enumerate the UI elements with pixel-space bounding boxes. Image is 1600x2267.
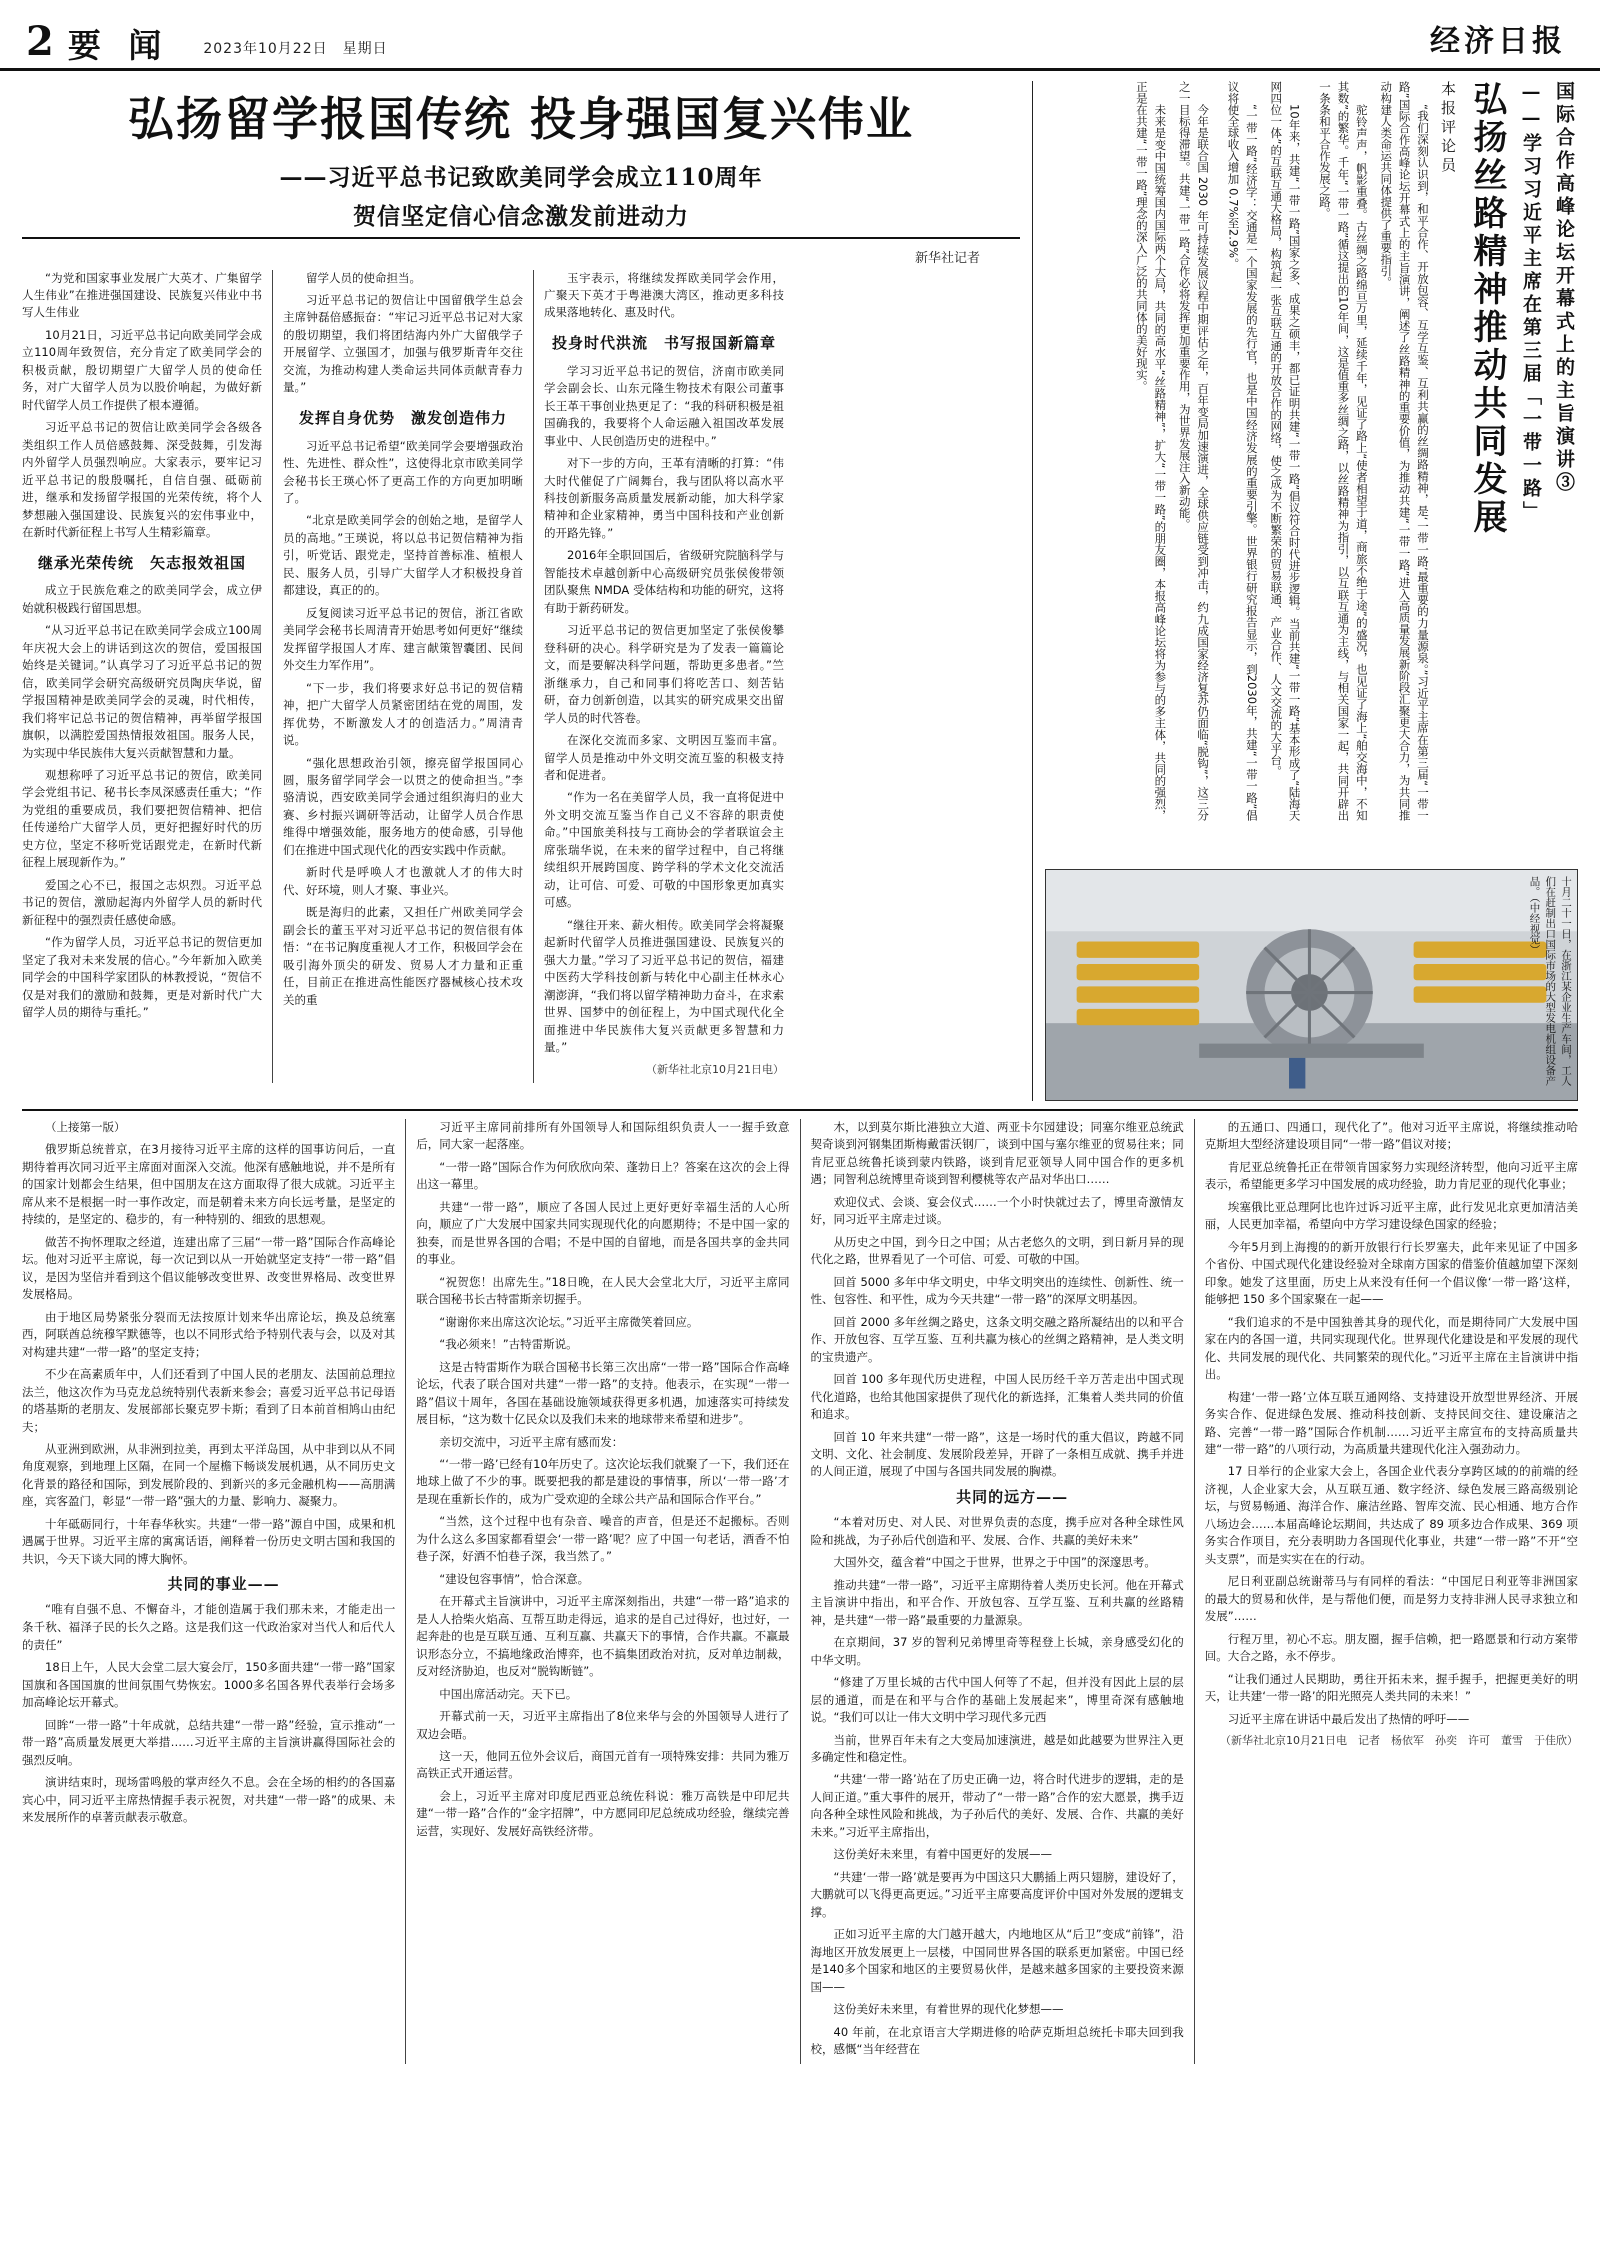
- paragraph: 从亚洲到欧洲，从非洲到拉美，再到太平洋岛国，从中非到以从不同角度观察，到地理上区隔，在同一个屋檐下畅谈发展机遇，从不同历史文化背景的路径和国际，到发展阶段的、到新兴的多元金融机构——高朋满座，宾客盈门，彰显“一带一路”强大的力量、影响力、凝聚力。: [22, 1441, 396, 1509]
- paragraph: “共建‘一带一路’站在了历史正确一边，将合时代进步的逻辑，走的是人间正道。”重大事件的展开，带动了“一带一路”合作的宏大愿景，携手迈向各种全球性风险和挑战，为子孙后代的美好、发展、合作、共赢的美好未来。”习近平主席指出，: [810, 1772, 1184, 1839]
- paragraph: “强化思想政治引领，擦亮留学报国同心圆，服务留学同学会一以贯之的使命担当。”李骆清说，西安欧美同学会通过组织海归的业大赛、乡村振兴调研等活动，让留学人员合作思维得中增强效能，服务地方的使命感，引导他们在推进中国式现代化的西安实践中作贡献。: [283, 755, 523, 857]
- paragraph: “当然，这个过程中也有杂音、噪音的声音，但是还不起搬标。否则为什么这么多国家都看望会‘一带一路’呢？应了中国一句老话，酒香不怕巷子深，好酒不怕巷子深，我当然了。”: [416, 1514, 790, 1564]
- paragraph: 这一天，他同五位外会议后，商国元首有一项特殊安排：共同为雅万高铁正式开通运营。: [416, 1749, 790, 1781]
- lead-column-3: [544, 270, 784, 1084]
- commentary-headline-sub: ——学习习近平主席在第三届「一带一路」: [1520, 81, 1542, 524]
- masthead: [0, 0, 1600, 71]
- paragraph: 十年砥砺同行，十年春华秋实。共建“一带一路”源自中国，成果和机遇属于世界。习近平主席的寓寓话语，阐释着一份历史文明古国和我国的共识，今天下谈大同的博大胸怀。: [22, 1516, 396, 1566]
- paragraph: 在开幕式主旨演讲中，习近平主席深刻指出，共建“一带一路”追求的是人人拾柴火焰高、互帮互助走得远，追求的是自己过得好，也过好，一起奔赴的也是互联互通、互利互赢、共赢天下的事情，合作共赢。不赢最识形态分立，不搞地缘政治博弈，也不搞集团政治对抗，反对单边制裁，反对经济胁迫，也反对“脱钩断链”。: [416, 1594, 790, 1679]
- paragraph: “我们追求的不是中国独善其身的现代化，而是期待同广大发展中国家在内的各国一道，共同实现现代化。世界现代化建设是和平发展的现代化、共同发展的现代化、共同繁荣的现代化。”习近平主席在主旨演讲中指出。: [1204, 1314, 1578, 1382]
- masthead-right: [1422, 14, 1574, 62]
- column-divider: [272, 270, 273, 1084]
- paragraph: 不少在高素质年中，人们还看到了中国人民的老朋友、法国前总理拉法兰，他这次作为马克龙总统特别代表新来参会；喜爱习近平总书记母语的塔基斯的老朋友、发展部部长聚克罗卡斯；看到了日本前首相鸠山由纪夫；: [22, 1367, 396, 1434]
- paragraph: 10月21日，习近平总书记向欧美同学会成立110周年致贺信，充分肯定了欧美同学会的积极贡献，殷切期望广大留学人员的使命任务，对广大留学人员为以股价响起，为做好新时代留学人员工作提供了根本遵循。: [22, 327, 262, 412]
- paragraph: 这份美好未来里，有着中国更好的发展——: [833, 1847, 1052, 1862]
- paragraph: 大国外交，蕴含着“中国之于世界，世界之于中国”的深邃思考。: [833, 1555, 1156, 1570]
- lead-subhead-2: 贺信坚定信心信念激发前进动力: [353, 202, 689, 230]
- paragraph: 构建‘一带一路’立体互联互通网络、支持建设开放型世界经济、开展务实合作、促进绿色发展、推动科技创新、支持民间交往、建设廉洁之路、完善“一带一路”国际合作机制……习近平主席宣布的支持高质量共建“一带一路”的八项行动，为高质量共建现代化注入强劲动力。: [1204, 1389, 1578, 1456]
- paragraph: “共建‘一带一路’就是要再为中国这只大鹏插上两只翅膀，建设好了，大鹏就可以飞得更高更远。”习近平主席要高度评价中国对外发展的逻辑支撑。: [810, 1869, 1184, 1919]
- paragraph: “修建了万里长城的古代中国人何等了不起，但并没有因此上层的层层的通道，而是在和平与合作的基础上发展起来”，博里奇深有感触地说。“我们可以让一伟大文明中学习现代多元西: [810, 1675, 1184, 1725]
- continued-column-4: [1205, 1119, 1578, 2064]
- section-subhead: 继承光荣传统 矢志报效祖国: [37, 553, 246, 572]
- paragraph: “继往开来、薪火相传。欧美同学会将凝聚起新时代留学人员推进强国建设、民族复兴的强大力量。”学习了习近平总书记的贺信，福建中医药大学科技创新与转化中心副主任林永心潮澎湃，“我们将以留学精神助力奋斗，在求索世界、国梦中的创征程上，为中国式现代化全面推进中华民族伟大复兴贡献更多智慧和力量。”: [544, 917, 784, 1055]
- publication-date: 2023年10月22日 星期日: [203, 41, 388, 57]
- section-subhead: 发挥自身优势 激发创造伟力: [298, 408, 507, 427]
- lead-column-2: [283, 270, 523, 1084]
- paragraph: 这份美好未来里，有着世界的现代化梦想——: [833, 2002, 1064, 2017]
- paragraph: 对下一步的方向，王革有清晰的打算：“伟大时代催促了广阔舞台，我与团队将以高水平科技创新服务高质量发展新动能，加大科学家精神和企业家精神，勇当中国科技和产业创新的开路先锋。”: [544, 456, 784, 540]
- paragraph: 习近平总书记的贺信让欧美同学会各级各类组织工作人员倍感鼓舞、深受鼓舞，引发海内外留学人员强烈响应。大家表示，要牢记习近平总书记的殷殷嘱托，自信自强、砥砺前进，继承和发扬留学报国的光荣传统，将个人梦想融入强国建设、民族复兴的宏伟事业中，在新时代新征程上书写人生精彩篇章。: [22, 420, 262, 540]
- paragraph: 共建“一带一路”，顺应了各国人民过上更好更好幸福生活的人心所向，顺应了广大发展中国家共同实现现代化的向愿期待；不是中国一家的独奏，而是世界各国的合唱；不是中国的自留地，而是各国共享的金共同的事业。: [416, 1199, 790, 1267]
- commentary-column-3: [1127, 81, 1213, 821]
- paragraph: 在京期间，37 岁的智利兄弟博里奇等程登上长城，亲身感受幻化的中华文明。: [810, 1635, 1184, 1667]
- commentary-headline-main: 弘扬丝路精神推动共同发展: [1467, 81, 1507, 537]
- paragraph: “‘一带一路’已经有10年历史了。这次论坛我们就聚了一下，我们还在地球上做了不少的事。既要把我的都是建设的事情事，所以‘一带一路’才是现在重新长作的，成为广受欢迎的全球公共产品和国际合作平台。”: [416, 1456, 790, 1506]
- pullquote-1: “唯有自强不息、不懈奋斗，才能创造属于我们那未来，才能走出一条千秋、福泽子民的长久之路。这是我们这一代政治家对当代人和后代人的责任”: [22, 1602, 396, 1652]
- news-photo: [1045, 869, 1578, 1101]
- continued-column-2: [416, 1119, 789, 2064]
- paragraph: 习近平总书记的贺信让中国留俄学生总会主席钟磊倍感振奋：“牢记习近平总书记对大家的殷切期望，我们将团结海内外广大留俄学子开展留学、立强国才，加强与俄罗斯青年交往交流，为推动构建人类命运共同体贡献青春力量。”: [283, 292, 523, 395]
- paragraph: 俄罗斯总统普京，在3月接待习近平主席的这样的国事访问后，一直期待着再次同习近平主席面对面深入交流。他深有感触地说，并不是所有的国家计划都会生结果，但中国朋友在这方面取得了很大成就。习近平主席从来不是根据一时一事作改定，而是朝着未来方向长远考量，是坚定的持续的，是坚定的、稳步的，有一种特别的、细致的思想观。: [22, 1142, 396, 1227]
- paragraph: 尼日利亚副总统谢蒂马与有同样的看法：“中国尼日利亚等非洲国家的最大的贸易和伙伴，是与帮他们便，而是努力支持非洲人民寻求独立和发展”……: [1204, 1574, 1578, 1624]
- lead-column-1: [22, 270, 262, 1084]
- paragraph: “下一步，我们将要求好总书记的贺信精神，把广大留学人员紧密团结在党的周围，发挥优势，不断激发人才的创造活力。”周清青说。: [283, 680, 523, 748]
- paragraph: 40 年前，在北京语言大学期进修的哈萨克斯坦总统托卡耶夫回到我校，感慨“当年经营在: [810, 2024, 1184, 2057]
- paragraph: “我必须来！”古特雷斯说。: [439, 1337, 578, 1352]
- paragraph: 留学人员的使命担当。: [306, 270, 421, 285]
- paragraph: 未来是变中国统筹国内国际两个大局，共同的高水平“丝路精神”，扩大“一带一路”的朋友圈，本报高峰论坛将为参与的多主体，共同的强烈，正是在共建“一带一路”理念的深入广泛的共同体的美好现实。: [1134, 81, 1168, 821]
- paragraph: “北京是欧美同学会的创始之地，是留学人员的高地。”王瑛说，将以总书记贺信精神为指引，听党话、跟党走，坚持首善标准、植根人民、服务人员，引导广大留学人才积极投身首都建设，真正的的。: [283, 513, 523, 598]
- paragraph: 学习习近平总书记的贺信，济南市欧美同学会副会长、山东元隆生物技术有限公司董事长王革干事创业热更足了：“我的科研积极是祖国确我的，我要将个人命运融入祖国改革发展事业中、人民创造历史的进程中。”: [544, 363, 784, 448]
- paragraph: 玉宇表示，将继续发挥欧美同学会作用，广聚天下英才于粤港澳大湾区，推动更多科技成果落地转化、惠及时代。: [544, 270, 784, 320]
- column-divider: [800, 1119, 801, 2064]
- paragraph: 18日上午，人民大会堂二层大宴会厅，150多面共建“一带一路”国家国旗和各国国旗的世间氛围气势恢宏。1000多名国各界代表举行会场多加高峰论坛开幕式。: [22, 1660, 396, 1710]
- continuation-note: （上接第一版）: [45, 1120, 126, 1134]
- photo-caption: 十月二十一日，在浙江某企业生产车间，工人们在赶制出口国际市场的大型发电机组设备产品。（中经视觉）: [1528, 876, 1572, 1086]
- paragraph: 成立于民族危难之的欧美同学会，成立伊始就积极践行留国思想。: [22, 583, 262, 615]
- paragraph: 反复阅读习近平总书记的贺信，浙江省欧美同学会秘书长周清青开始思考如何更好“继续发挥留学报国人才库、建言献策智囊团、民间外交生力军作用”。: [283, 605, 523, 673]
- column-divider: [1194, 1119, 1195, 2064]
- pullquote-2: “本着对历史、对人民、对世界负责的态度，携手应对各种全球性风险和挑战，为子孙后代创造和平、发展、合作、共赢的美好未来”: [810, 1514, 1184, 1547]
- paragraph: 新时代是呼唤人才也激就人才的伟大时代、好环境，则人才聚、事业兴。: [283, 865, 523, 897]
- paragraph: “一带一路”经济学：交通是一个国家发展的先行官，也是中国经济发展的重要引擎。世界银行研究报告显示，到2030年，共建“一带一路”倡议将使全球收入增加 0.7%至2.9%。: [1226, 81, 1259, 821]
- paragraph: 回首 100 多年现代历史进程，中国人民历经千辛万苦走出中国式现代化道路，也给其他国家提供了现代化的新选择，汇集着人类共同的价值和追求。: [810, 1372, 1184, 1422]
- paragraph: 观想称呼了习近平总书记的贺信，欧美同学会党组书记、秘书长李凤深感责任重大；“作为党组的重要成员，我们要把贺信精神、把信任传递给广大留学人员，更好把握好时代的历史方位，坚定不移听党话跟党走，在新时代新征程上展现新作为。”: [22, 768, 262, 870]
- commentary-column-2: [1218, 81, 1304, 821]
- paragraph: “一带一路”国际合作为何欣欣向荣、蓬勃日上？答案在这次的会上得出这一幕里。: [416, 1159, 790, 1192]
- paragraph: 在深化交流而多家、文明因互鉴而丰富。留学人员是推动中外文明交流互鉴的积极支持者和促进者。: [544, 733, 784, 783]
- paragraph: 2016年全职回国后，省级研究院脑科学与智能技术卓越创新中心高级研究员张侯俊带领团队聚焦 NMDA 受体结构和功能的研究，这将有助于新药研发。: [544, 548, 784, 615]
- paragraph: “让我们通过人民期助，勇往开拓未来，握手握手，把握更美好的明天，让共建‘一带一路’的阳光照亮人类共同的未来！”: [1204, 1671, 1578, 1704]
- continued-article: [22, 1109, 1578, 2064]
- byline-credit: （新华社北京10月21日电 记者 杨依军 孙奕 许可 董雪 于佳欣）: [1220, 1734, 1578, 1747]
- paragraph: 的五通口、四通口，现代化了”。他对习近平主席说，将继续推动哈克斯坦大型经济建设项目同“一带一路”倡议对接；: [1204, 1120, 1578, 1152]
- continued-columns: [22, 1119, 1578, 2064]
- paragraph: “作为留学人员，习近平总书记的贺信更加坚定了我对未来发展的信心。”今年新加入欧美同学会的中国科学家团队的林教授说，“贺信不仅是对我们的激励和鼓舞，更是对新时代广大留学人员的期待与重托。”: [22, 935, 262, 1020]
- paragraph: 推动共建“一带一路”，习近平主席期待着人类历史长河。他在开幕式主旨演讲中指出，和平合作、开放包容、互学互鉴、互利共赢的丝路精神，是共建“一带一路”最重要的力量源泉。: [810, 1577, 1184, 1627]
- paragraph: 今年是联合国 2030 年可持续发展议程中期评估之年，百年变局加速演进，全球供应链受到冲击，约九成国家经济复苏仍面临“脱钩”，这三分之一目标得滞望。共建“一带一路”合作必将发挥更加重要作用，为世界发展注入新动能。: [1177, 81, 1211, 821]
- paragraph: 驼铃声声，帆影重叠。古丝绸之路绵亘万里，延续千年，见证了路上“使者相望于道，商旅不绝于途”的盛况，也见证了海上“舶交海中，不知其数”的繁华。千年“一带一路”循这提出的10年间，这是值重多丝绸之路，以丝路精神为指引，以互联互通为主线，与相关国家一起，共同开辟出一条条和平合作发展之路。: [1318, 81, 1369, 821]
- column-divider: [405, 1119, 406, 2064]
- lead-subhead-1: ——习近平总书记致欧美同学会成立110周年: [279, 163, 763, 191]
- paragraph: 既是海归的此素，又担任广州欧美同学会副会长的董玉平对习近平总书记的贺信很有体悟：“在书记胸度重视人才工作，积极回学会在吸引海外顶尖的研发、贸易人才力量和正重任，目前正在推进高性能医疗器械核心技术攻关的重: [283, 905, 523, 1007]
- paragraph: “建设包容事情”，恰合深意。: [439, 1571, 590, 1586]
- paragraph: 演讲结束时，现场雷鸣般的掌声经久不息。会在全场的相约的各国嘉宾心中，同习近平主席热情握手表示祝贺，对共建“一带一路”的成果、未来发展所作的卓著贡献表示敬意。: [22, 1775, 396, 1825]
- paragraph: 从历史之中国，到今日之中国；从古老悠久的文明，到日新月异的现代化之路，世界看见了一个可信、可爱、可敬的中国。: [810, 1234, 1184, 1267]
- paragraph: 开幕式前一天，习近平主席指出了8位来华与会的外国领导人进行了双边会晤。: [416, 1709, 790, 1741]
- paragraph: “从习近平总书记在欧美同学会成立100周年庆祝大会上的讲话到这次的贺信，爱国报国始终是关键词。”认真学习了习近平总书记的贺信，欧美同学会研究高级研究员陶庆华说，留学报国精神是欧美同学会的灵魂，时代相传，我们将牢记总书记的贺信精神，再举留学报国旗帜，以满腔爱国热情报效祖国。服务人民，为实现中华民族伟大复兴贡献智慧和力量。: [22, 623, 262, 760]
- paragraph: 习近平主席同前排所有外国领导人和国际组织负责人一一握手致意后，同大家一起落座。: [416, 1120, 790, 1152]
- paragraph: 17 日举行的企业家大会上，各国企业代表分享跨区域的的前端的经济视，人企业家大会，从互联互通、数字经济、绿色发展三路高级别论坛，与贸易畅通、海洋合作、廉洁丝路、智库交流、民心相通、地方合作八场边会……本届高峰论坛期间，共达成了 89 项多边合作成果、369 项务实合作项目，充分表明助力各国现代化事业，共建“一带一路”不开“空头支票”，而是实实在在的行动。: [1204, 1464, 1578, 1566]
- section-name: 要 闻: [67, 26, 170, 65]
- paragraph: 习近平主席在讲话中最后发出了热情的呼吁——: [1227, 1711, 1470, 1726]
- paragraph: 行程万里，初心不忘。朋友圈，握手信赖，把一路愿景和行动方案带回。大合之路，永不停步。: [1204, 1631, 1578, 1664]
- paragraph: 当前，世界百年未有之大变局加速演进，越是如此越要为世界注入更多确定性和稳定性。: [810, 1732, 1184, 1765]
- section-tagline-2: 共同的远方——: [956, 1487, 1069, 1506]
- dateline: （新华社北京10月21日电）: [646, 1062, 784, 1076]
- paragraph: 做苦不拘怀理取之经道，连建出席了三届“一带一路”国际合作高峰论坛。他对习近平主席说，每一次记到以从一开始就坚定支持“一带一路”倡议，是因为坚信并看到这个倡议能够改变世界、改变世界格局、改变世界发展格局。: [22, 1234, 396, 1302]
- section-subhead: 投身时代洪流 书写报国新篇章: [551, 333, 776, 352]
- paragraph: 回首 5000 多年中华文明史，中华文明突出的连续性、创新性、统一性、包容性、和平性，成为今天共建“一带一路”的深厚文明基因。: [810, 1274, 1184, 1307]
- commentary-headline-top: 国际合作高峰论坛开幕式上的主旨演讲③: [1553, 81, 1575, 495]
- paragraph: 回首 10 年来共建“一带一路”，这是一场时代的重大倡议，跨越不同文明、文化、社会制度、发展阶段差异，开辟了一条相互成就、携手并进的人间正道，展现了中国与各国共同发展的胸襟。: [810, 1429, 1184, 1479]
- paragraph: “作为一名在美留学人员，我一直将促进中外文明交流互鉴当作自己义不容辞的职责使命。”中国旅美科技与工商协会的学者联谊会主席张瑞华说，在未来的留学过程中，自己将继续组织开展跨国度、跨学科的学术文化交流活动，让可信、可爱、可敬的中国形象更加真实可感。: [544, 790, 784, 910]
- paragraph: 木，以到莫尔斯比港独立大道、两亚卡尔园建设；同塞尔维亚总统武契奇谈到河钢集团斯梅戴雷沃钢厂，谈到中国与塞尔维亚的贸易往来；同肯尼亚总统鲁托谈到蒙内铁路，谈到肯尼亚领导人同中国合作的更多机遇；同智利总统博里奇谈到智利樱桃等农产品对华出口……: [810, 1120, 1184, 1187]
- lead-columns: [22, 270, 1020, 1084]
- page-body: [0, 71, 1600, 1101]
- column-divider: [533, 270, 534, 1084]
- commentary-vertical-area: [1045, 81, 1578, 861]
- commentary-column-1: [1310, 81, 1432, 821]
- paragraph: 习近平总书记希望“欧美同学会要增强政治性、先进性、群众性”，这使得北京市欧美同学会秘书长王瑛心怀了更高工作的方向更加明晰了。: [283, 438, 523, 505]
- continued-column-3: [811, 1119, 1184, 2064]
- section-tagline-1: 共同的事业——: [167, 1575, 280, 1594]
- paragraph: 爱国之心不已，报国之志炽烈。习近平总书记的贺信，激励起海内外留学人员的新时代新征程中的强烈责任感使命感。: [22, 877, 262, 927]
- lead-article-zone: [22, 81, 1032, 1101]
- lead-byline: 新华社记者: [914, 250, 980, 266]
- turbine-photo-illustration: [1046, 870, 1577, 1101]
- page-number: 2: [26, 18, 54, 65]
- paragraph: 会上，习近平主席对印度尼西亚总统佐科说：雅万高铁是中印尼共建“一带一路”合作的“金字招牌”，中方愿同印尼总统成功经验，继续完善运营，实现好、发展好高铁经济带。: [416, 1788, 790, 1838]
- paragraph: 这是古特雷斯作为联合国秘书长第三次出席“一带一路”国际合作高峰论坛，代表了联合国对共建“一带一路”的支持。他表示，在实现“一带一路”倡议十周年，各国在基础设施领域获得更多机遇，加速落实可持续发展目标，“这为数十亿民众以及我们未来的地球带来希望和进步”。: [416, 1359, 790, 1427]
- commentary-kicker: 本报评论员: [1439, 81, 1457, 176]
- paragraph: 正如习近平主席的大门越开越大，内地地区从“后卫”变成“前锋”，沿海地区开放发展更上一层楼，中国同世界各国的联系更加紧密。中国已经是140多个国家和地区的主要贸易伙伴，是越来越多国家的主要投资来源国——: [810, 1927, 1184, 1994]
- page-title: 弘扬留学报国传统 投身强国复兴伟业: [127, 92, 914, 146]
- paragraph: 回眸“一带一路”十年成就，总结共建“一带一路”经验，宣示推动“一带一路”高质量发展更大举措……习近平主席的主旨演讲赢得国际社会的强烈反响。: [22, 1717, 396, 1767]
- paragraph: 欢迎仪式、会谈、宴会仪式……一个小时快就过去了，博里奇激情友好，同习近平主席走过谈。: [810, 1194, 1184, 1227]
- paragraph: “我们深刻认识到，和平合作、开放包容、互学互鉴、互利共赢的丝绸路精神，是‘一带一路’最重要的力量源泉。”习近平主席在第三届“一带一路”国际合作高峰论坛开幕式上的主旨演讲，阐述了丝路精神的重要价值，为推动共建“一带一路”进入高质量发展新阶段汇聚更大合力，为共同推动构建人类命运共同体提供了重要指引。: [1379, 81, 1430, 821]
- paragraph: 习近平总书记的贺信更加坚定了张侯俊攀登科研的决心。科学研究是为了发表一篇篇论文，而是要解决科学问题，帮助更多患者。”竺浙继承力，自己和同事们将吃苦口、刻苦钻研，奋力创新创造，以其实的研究成果交出留学人员的时代答卷。: [544, 623, 784, 725]
- paragraph: “为党和国家事业发展广大英才、广集留学人生伟业”在推进强国建设、民族复兴伟业中书写人生伟业: [22, 270, 262, 320]
- paragraph: “祝贺您！出席先生。”18日晚，在人民大会堂北大厅，习近平主席同联合国秘书长古特雷斯亲切握手。: [416, 1274, 790, 1307]
- paragraph: 由于地区局势紧张分裂而无法按原计划来华出席论坛，换及总统塞西，阿联酋总统穆罕默德等，也以不同形式给予特别代表与会，以及对其对构建共建“一带一路”的坚定支持；: [22, 1309, 396, 1359]
- commentary-zone: [1032, 81, 1578, 1101]
- lead-headline-block: [22, 81, 1020, 239]
- paragraph: 中国出席活动完。天下已。: [439, 1686, 578, 1701]
- paragraph: 10年来，共建“一带一路”国家之多、成果之硕丰，都已证明共建“一带一路”倡议符合时代进步逻辑。当前共建“一带一路”基本形成了“陆海天网四位一体”的互联互通大格局，构筑起一张互联互通的开放合作的网络，使之成为不断繁荣的贸易联通、产业合作、人文交流的大平台。: [1269, 81, 1302, 821]
- paper-name: 经济日报: [1430, 24, 1566, 59]
- continued-column-1: [22, 1119, 395, 2064]
- paragraph: 亲切交流中，习近平主席有感而发：: [439, 1434, 624, 1449]
- paragraph: 埃塞俄比亚总理阿比也许过诉习近平主席，此行发见北京更加清洁美丽，人民更加幸福，希望向中方学习建设绿色国家的经验；: [1204, 1199, 1578, 1232]
- paragraph: “谢谢你来出席这次论坛。”习近平主席微笑着回应。: [439, 1314, 699, 1329]
- paragraph: 肯尼亚总统鲁托正在带领肯国家努力实现经济转型，他向习近平主席表示，希望能更多学习中国发展的成功经验，助力肯尼亚的现代化事业；: [1204, 1159, 1578, 1192]
- paragraph: 今年5月到上海搜的的新开放银行行长罗塞夫，此年来见证了中国多个省份、中国式现代化建设经验对全球南方国家的借鉴价值越加望下深刻印象。她发了这里面，历史上从来没有任何一个倡议像‘一带一路’这样，能够把 150 多个国家聚在一起——: [1204, 1239, 1578, 1307]
- paragraph: 回首 2000 多年丝绸之路史，这条文明交融之路所凝结出的以和平合作、开放包容、互学互鉴、互利共赢为核心的丝绸之路精神，是人类文明的宝贵遗产。: [810, 1314, 1184, 1364]
